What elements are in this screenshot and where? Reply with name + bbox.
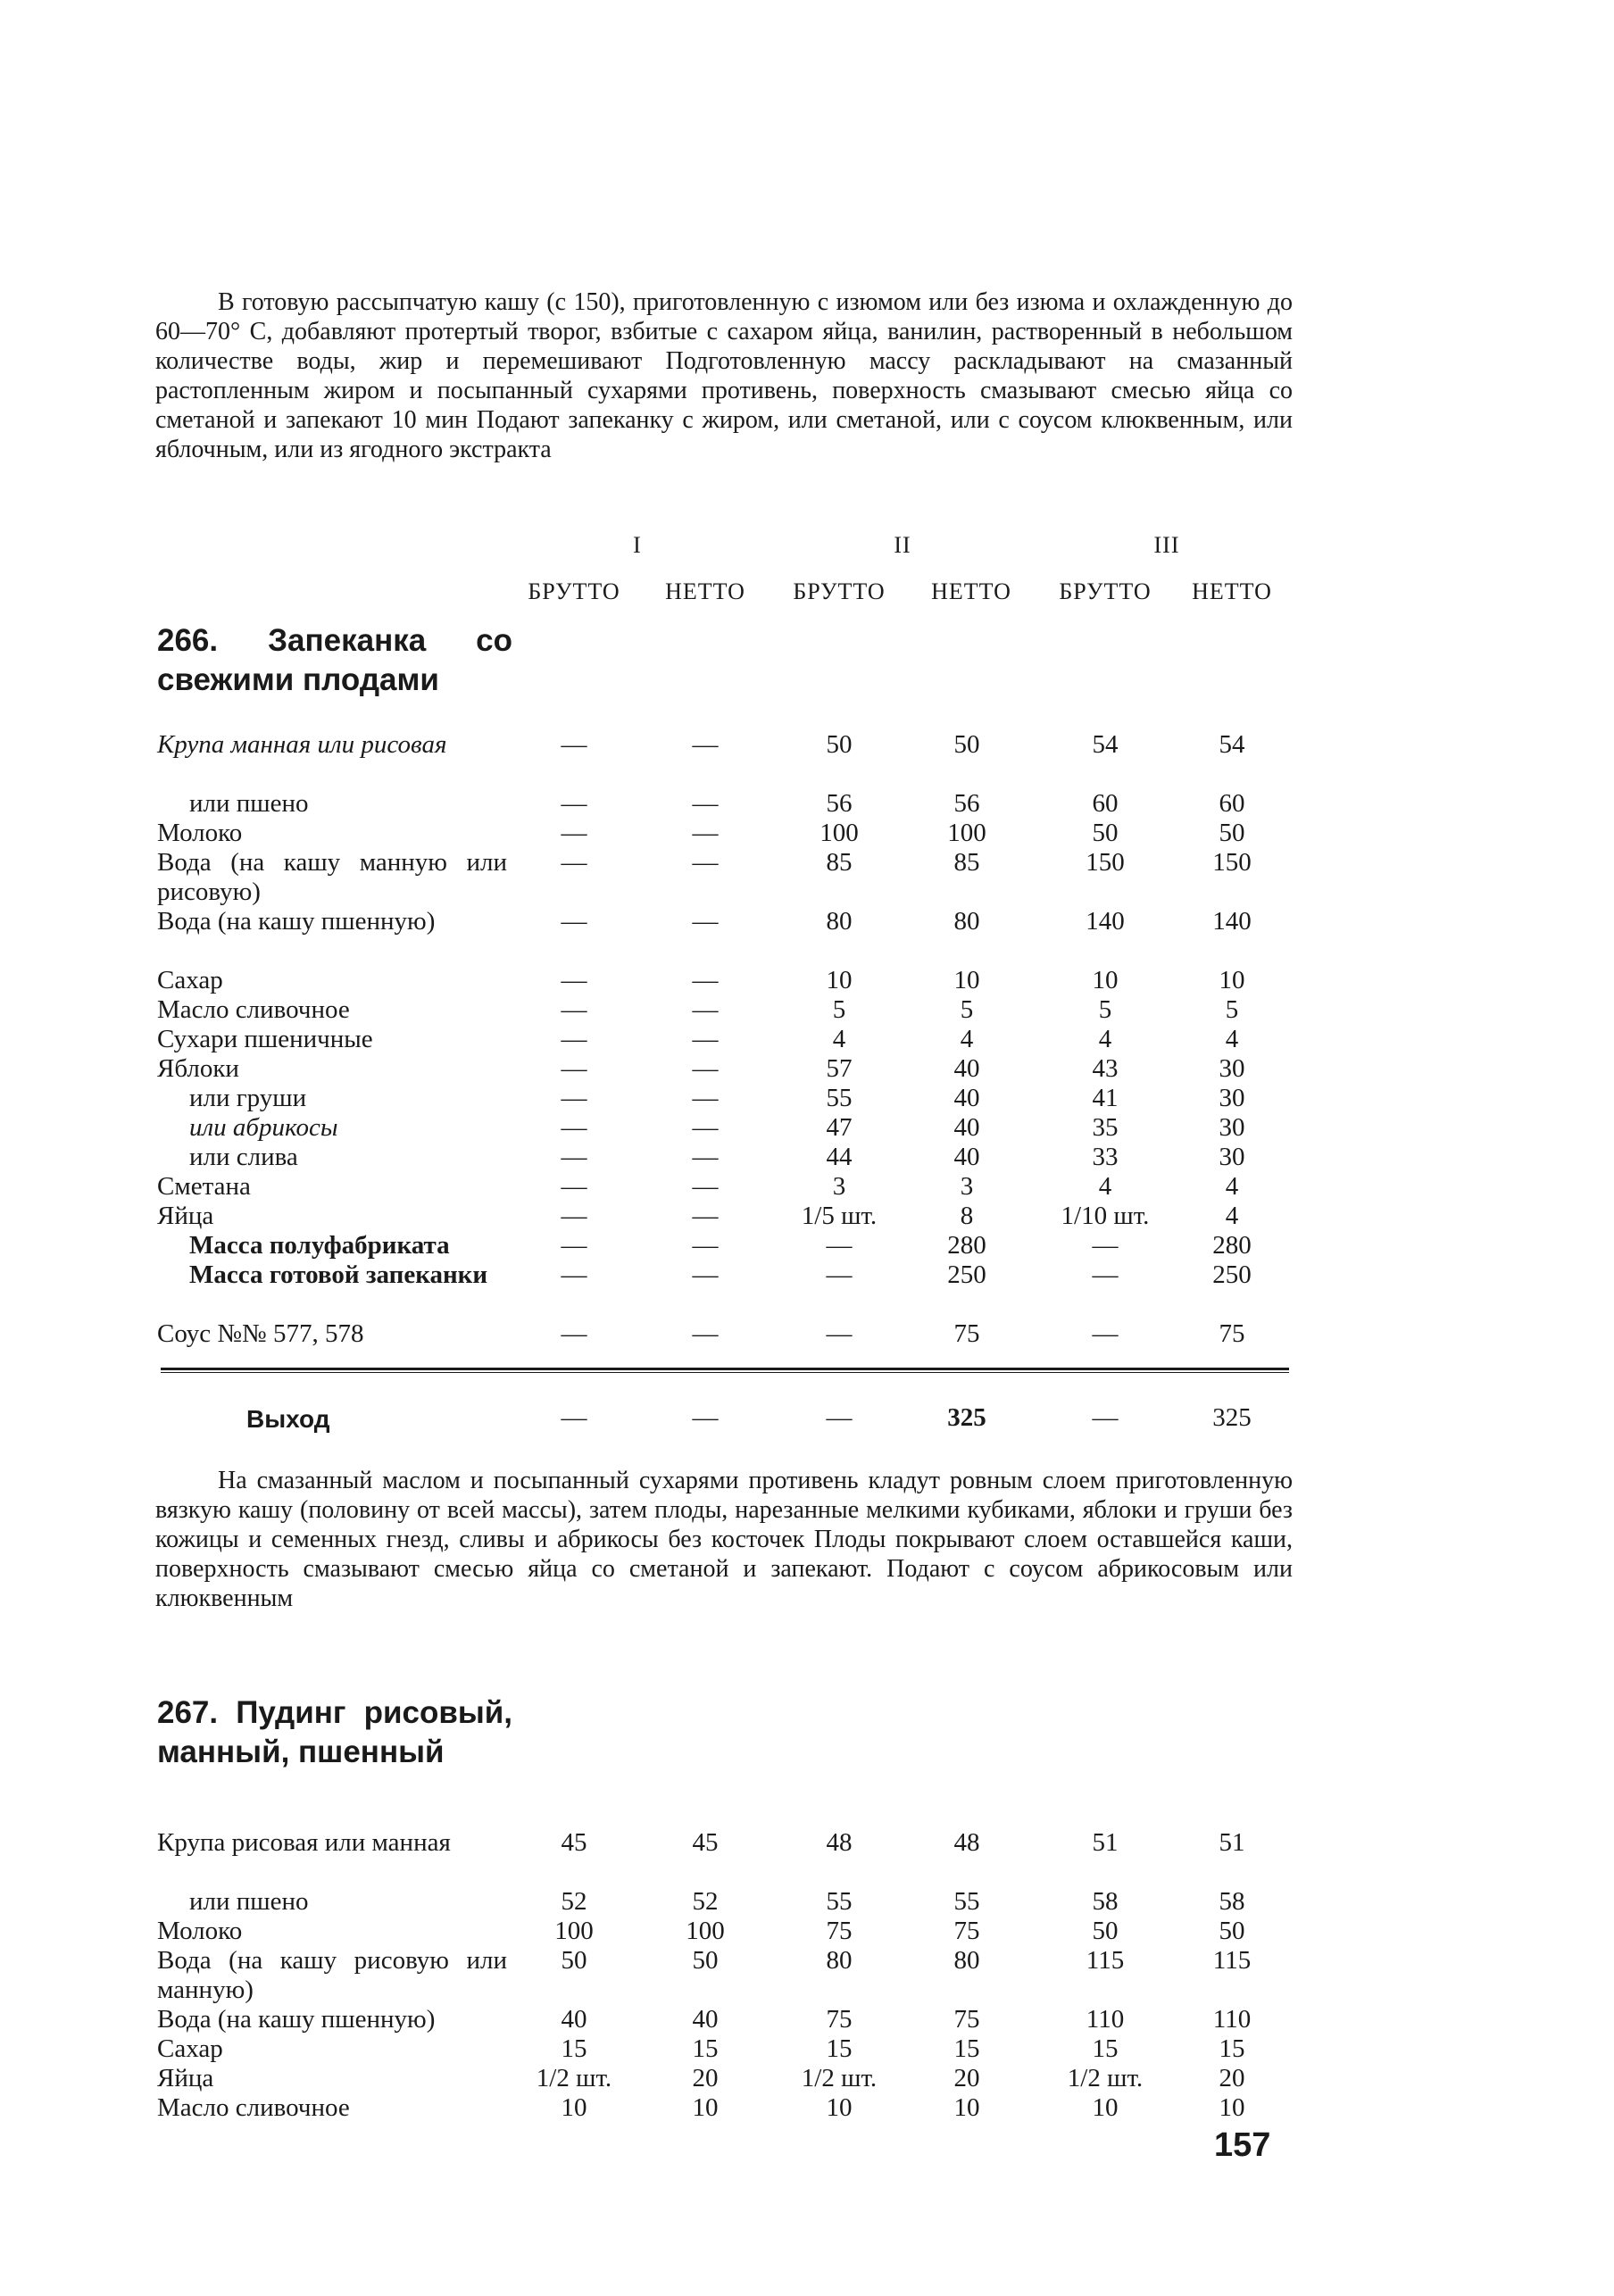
table-divider [161,1368,1289,1370]
table-cell: 50 [1092,1917,1119,1945]
table-cell: 250 [947,1260,986,1289]
table-cell: — [692,995,719,1024]
table-cell: 15 [953,2034,980,2063]
group-header-3: III [1153,532,1180,558]
page-number: 157 [1214,2126,1271,2164]
table-cell: — [692,1143,719,1171]
table-cell: 80 [953,907,980,936]
table-cell: — [561,1260,587,1289]
table-cell: 20 [953,2064,980,2092]
table-cell: 55 [826,1084,853,1112]
table-cell: 50 [561,1946,587,1975]
table-cell: 40 [953,1143,980,1171]
table-cell: 45 [561,1828,587,1857]
col-header-brutto-1: БРУТТО [528,578,620,604]
table-cell: 58 [1219,1887,1245,1916]
table-cell: 56 [953,789,980,818]
table-cell: 51 [1092,1828,1119,1857]
table-cell: 3 [832,1172,846,1201]
table-cell: 80 [826,1946,853,1975]
ingredient-name: Вода (на кашу пшенную) [157,2005,436,2034]
yield-value: — [692,1403,719,1432]
table-cell: — [561,819,587,847]
table-row [0,1946,1614,2005]
ingredient-name: Масса полуфабриката [189,1231,450,1260]
table-cell: — [561,848,587,877]
ingredient-name: Сухари пшеничные [157,1025,373,1053]
table-cell: 100 [947,819,986,847]
table-row [0,1828,1614,1887]
table-row [0,2093,1614,2152]
table-cell: 41 [1092,1084,1119,1112]
ingredient-name: Сахар [157,966,223,994]
ingredient-name: Молоко [157,819,243,847]
table-cell: 75 [826,1917,853,1945]
table-cell: 10 [826,2093,853,2122]
table-cell: 15 [561,2034,587,2063]
table-cell: — [692,966,719,994]
table-cell: 54 [1092,730,1119,759]
col-header-brutto-2: БРУТТО [793,578,886,604]
group-header-2: II [894,532,911,558]
table-cell: 4 [1225,1025,1239,1053]
table-cell: 4 [1098,1172,1112,1201]
table-cell: — [561,1084,587,1112]
col-header-netto-2: НЕТТО [931,578,1011,604]
table-cell: — [1092,1231,1119,1260]
table-cell: 60 [1092,789,1119,818]
yield-value: 325 [947,1403,986,1432]
table-cell: — [1092,1319,1119,1348]
table-cell: 5 [1098,995,1112,1024]
table-cell: — [561,789,587,818]
table-cell: 54 [1219,730,1245,759]
table-cell: 48 [826,1828,853,1857]
table-cell: 4 [832,1025,846,1053]
table-cell: 1/2 шт. [1067,2064,1144,2092]
table-cell: — [826,1231,853,1260]
table-cell: 30 [1219,1084,1245,1112]
ingredient-name: или слива [189,1143,298,1171]
table-cell: 20 [1219,2064,1245,2092]
table-cell: 15 [692,2034,719,2063]
ingredient-name: или пшено [189,1887,309,1916]
table-cell: 1/2 шт. [801,2064,878,2092]
ingredient-name: Яйца [157,2064,214,2092]
table-cell: 10 [1219,2093,1245,2122]
table-cell: 50 [1219,819,1245,847]
table-cell: — [561,1202,587,1230]
table-cell: 75 [1219,1319,1245,1348]
table-cell: 10 [561,2093,587,2122]
ingredient-name: Соус №№ 577, 578 [157,1319,364,1348]
table-row [0,1260,1614,1319]
table-cell: 140 [1212,907,1252,936]
table-cell: — [692,730,719,759]
ingredient-name: Масса готовой запеканки [189,1260,488,1289]
table-cell: 75 [953,1917,980,1945]
table-cell: 115 [1212,1946,1252,1975]
table-cell: 58 [1092,1887,1119,1916]
table-cell: — [561,730,587,759]
table-cell: 85 [826,848,853,877]
table-cell: 5 [960,995,974,1024]
ingredient-name: или абрикосы [189,1113,338,1142]
table-cell: 52 [561,1887,587,1916]
table-cell: 40 [561,2005,587,2034]
table-cell: 250 [1212,1260,1252,1289]
table-cell: — [561,907,587,936]
ingredient-name: Масло сливочное [157,2093,350,2122]
table-cell: 10 [1092,2093,1119,2122]
table-cell: 47 [826,1113,853,1142]
table-cell: — [692,819,719,847]
table-cell: 10 [826,966,853,994]
ingredient-name: Вода (на кашу манную или рисовую) [157,848,507,906]
yield-label: Выход [246,1405,330,1433]
table-cell: 75 [826,2005,853,2034]
table-cell: 10 [953,2093,980,2122]
table-cell: 52 [692,1887,719,1916]
table-cell: 115 [1086,1946,1125,1975]
table-row [0,907,1614,966]
table-cell: 5 [1225,995,1239,1024]
table-cell: 4 [1098,1025,1112,1053]
table-cell: — [561,1113,587,1142]
table-cell: — [1092,1260,1119,1289]
table-cell: — [561,1231,587,1260]
table-cell: 4 [1225,1202,1239,1230]
table-cell: — [692,1202,719,1230]
ingredient-name: Яблоки [157,1054,239,1083]
table-cell: — [561,1319,587,1348]
ingredient-name: или пшено [189,789,309,818]
table-cell: 100 [819,819,859,847]
table-cell: 40 [953,1113,980,1142]
col-header-brutto-3: БРУТТО [1059,578,1152,604]
table-cell: 100 [686,1917,725,1945]
table-cell: — [692,907,719,936]
ingredient-name: Крупа манная или рисовая [157,730,447,759]
table-cell: 80 [953,1946,980,1975]
table-cell: 40 [692,2005,719,2034]
method-paragraph: На смазанный маслом и посыпанный сухарями противень кладут ровным слоем приготовленную вязкую кашу (половину от всей массы), затем плоды, нарезанные мелкими кубиками, яблоки и груши без кожицы и семенных гнезд, сливы и абрикосы без косточек Плоды покрывают слоем оставшейся каши, поверхность смазывают смесью яйца со сметаной и запекают. Подают с соусом абрикосовым или клюквенным [155,1467,1293,1612]
table-cell: 51 [1219,1828,1245,1857]
yield-value: — [826,1403,853,1432]
table-cell: — [692,1054,719,1083]
table-cell: 75 [953,1319,980,1348]
table-cell: 60 [1219,789,1245,818]
table-cell: — [692,789,719,818]
table-cell: 40 [953,1084,980,1112]
table-cell: 55 [826,1887,853,1916]
table-cell: — [692,848,719,877]
table-cell: 30 [1219,1113,1245,1142]
ingredient-name: Вода (на кашу пшенную) [157,907,436,936]
table-cell: 1/10 шт. [1061,1202,1150,1230]
table-cell: 8 [960,1202,974,1230]
table-cell: — [826,1319,853,1348]
table-cell: — [561,1143,587,1171]
table-cell: 1/2 шт. [536,2064,612,2092]
table-cell: 55 [953,1887,980,1916]
table-cell: 43 [1092,1054,1119,1083]
table-cell: 3 [960,1172,974,1201]
table-cell: — [561,1172,587,1201]
table-cell: 57 [826,1054,853,1083]
table-cell: 44 [826,1143,853,1171]
table-cell: — [692,1260,719,1289]
table-cell: 45 [692,1828,719,1857]
table-cell: 15 [1092,2034,1119,2063]
table-cell: 48 [953,1828,980,1857]
table-divider-thin [161,1372,1289,1373]
table-cell: 85 [953,848,980,877]
table-cell: 280 [947,1231,986,1260]
intro-paragraph: В готовую рассыпчатую кашу (с 150), приготовленную с изюмом или без изюма и охлажденную до 60—70° С, добавляют протертый творог, взбитые с сахаром яйца, ванилин, растворенный в небольшом количестве воды, жир и перемешивают Подготовленную массу раскладывают на смазанный растопленным жиром и посыпанный сухарями противень, поверхность смазывают смесью яйца со сметаной и запекают 10 мин Подают запеканку с жиром, или сметаной, или с соусом клюквенным, или яблочным, или из ягодного экстракта [155,288,1293,463]
table-cell: — [826,1260,853,1289]
table-cell: — [692,1319,719,1348]
ingredient-name: Сахар [157,2034,223,2063]
recipe-266-title: 266. Запеканка со свежими плодами [157,623,512,697]
ingredient-name: Вода (на кашу рисовую или манную) [157,1946,507,2004]
table-row [0,848,1614,907]
table-cell: 35 [1092,1113,1119,1142]
table-cell: 75 [953,2005,980,2034]
table-cell: 15 [826,2034,853,2063]
table-cell: 40 [953,1054,980,1083]
ingredient-name: Сметана [157,1172,251,1201]
table-row [0,730,1614,789]
col-header-netto-3: НЕТТО [1192,578,1272,604]
table-cell: 110 [1212,2005,1252,2034]
table-cell: 150 [1212,848,1252,877]
col-header-netto-1: НЕТТО [665,578,745,604]
table-cell: 15 [1219,2034,1245,2063]
table-cell: 10 [692,2093,719,2122]
table-cell: 10 [1092,966,1119,994]
table-cell: — [561,995,587,1024]
ingredient-name: Молоко [157,1917,243,1945]
table-cell: 10 [1219,966,1245,994]
table-cell: 30 [1219,1143,1245,1171]
table-cell: 4 [1225,1172,1239,1201]
group-header-1: I [633,532,642,558]
ingredient-name: Крупа рисовая или манная [157,1828,451,1857]
table-cell: — [561,1054,587,1083]
table-cell: 50 [953,730,980,759]
recipe-267-title: 267. Пудинг рисовый, манный, пшенный [157,1695,512,1769]
table-cell: 56 [826,789,853,818]
yield-value: — [561,1403,587,1432]
table-cell: 10 [953,966,980,994]
table-cell: 50 [826,730,853,759]
yield-value: — [1092,1403,1119,1432]
table-cell: 4 [960,1025,974,1053]
table-cell: — [692,1231,719,1260]
table-cell: 5 [832,995,846,1024]
table-cell: — [561,1025,587,1053]
table-cell: 50 [1092,819,1119,847]
table-cell: 110 [1086,2005,1125,2034]
table-cell: — [692,1172,719,1201]
table-cell: — [692,1084,719,1112]
table-cell: — [561,966,587,994]
table-cell: 50 [692,1946,719,1975]
table-cell: 100 [554,1917,594,1945]
table-cell: 20 [692,2064,719,2092]
table-cell: — [692,1113,719,1142]
table-cell: 33 [1092,1143,1119,1171]
table-cell: 80 [826,907,853,936]
table-cell: 30 [1219,1054,1245,1083]
table-cell: 1/5 шт. [801,1202,878,1230]
yield-value: 325 [1212,1403,1252,1432]
ingredient-name: или груши [189,1084,307,1112]
ingredient-name: Масло сливочное [157,995,350,1024]
table-cell: 280 [1212,1231,1252,1260]
table-cell: 50 [1219,1917,1245,1945]
table-cell: 150 [1086,848,1125,877]
table-cell: 140 [1086,907,1125,936]
table-cell: — [692,1025,719,1053]
ingredient-name: Яйца [157,1202,214,1230]
